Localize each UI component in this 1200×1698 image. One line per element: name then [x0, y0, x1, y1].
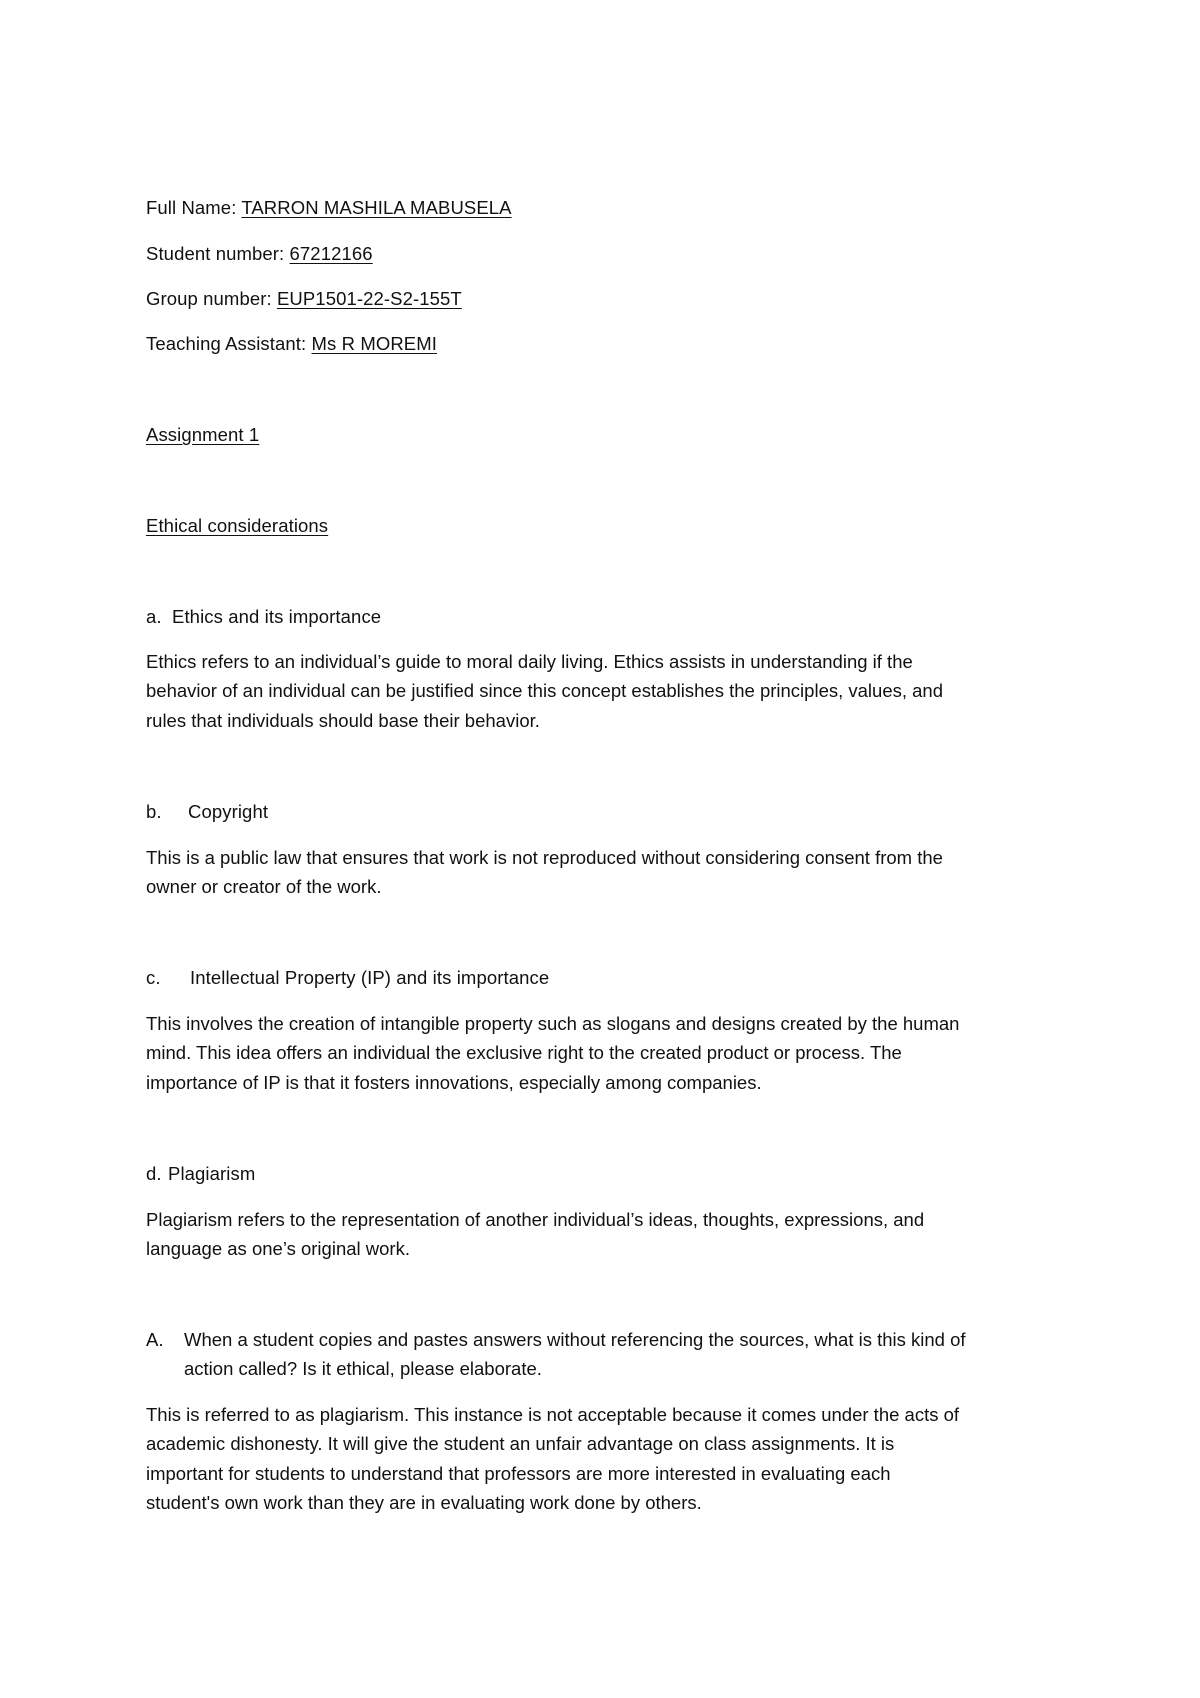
section-d-heading — [146, 1159, 255, 1188]
question-a-answer — [146, 1400, 1066, 1517]
section-a-heading — [146, 602, 381, 631]
section-b-paragraph — [146, 843, 1066, 902]
section-a-heading-text: Ethics and its importance — [172, 606, 382, 627]
section-a-marker: a. — [146, 606, 162, 627]
answer-line: student's own work than they are in evaluating work done by others. — [146, 1491, 702, 1513]
group-number-value: EUP1501-22-S2-155T — [276, 288, 462, 309]
group-number-line — [146, 284, 462, 313]
section-a-line: rules that individuals should base their behavior. — [146, 709, 540, 731]
section-c-paragraph — [146, 1009, 1066, 1097]
full-name-label: Full Name: — [146, 197, 242, 218]
section-c-line: mind. This idea offers an individual the exclusive right to the created product or process. The — [146, 1042, 902, 1064]
teaching-assistant-line — [146, 329, 437, 358]
question-a-text — [184, 1325, 1066, 1384]
answer-line: important for students to understand that professors are more interested in evaluating each — [146, 1462, 891, 1484]
question-a — [146, 1325, 1066, 1384]
section-a-line: Ethics refers to an individual’s guide to moral daily living. Ethics assists in understanding if the — [146, 651, 913, 672]
question-a-line: When a student copies and pastes answers without referencing the sources, what is this kind of — [184, 1329, 966, 1350]
group-number-label: Group number: — [146, 288, 277, 309]
student-number-label: Student number: — [146, 243, 290, 264]
question-a-line: action called? Is it ethical, please elaborate. — [184, 1358, 542, 1380]
section-b-line: owner or creator of the work. — [146, 876, 382, 898]
student-number-value: 67212166 — [289, 243, 373, 264]
question-a-marker: A. — [146, 1329, 164, 1350]
section-d-heading-text: Plagiarism — [168, 1163, 256, 1184]
section-a-paragraph — [146, 647, 1066, 735]
section-title: Ethical considerations — [146, 515, 329, 536]
teaching-assistant-value: Ms R MOREMI — [311, 333, 437, 354]
section-d-marker: d. — [146, 1163, 162, 1184]
section-c-heading-text: Intellectual Property (IP) and its importance — [190, 967, 550, 988]
section-a-line: behavior of an individual can be justified since this concept establishes the principles, values, and — [146, 680, 944, 702]
section-b-heading — [146, 797, 268, 826]
section-d-line: Plagiarism refers to the representation of another individual’s ideas, thoughts, expressions, and — [146, 1209, 925, 1230]
section-b-line: This is a public law that ensures that work is not reproduced without considering consent from the — [146, 847, 943, 868]
section-d-paragraph — [146, 1205, 1066, 1264]
answer-line: academic dishonesty. It will give the student an unfair advantage on class assignments. It is — [146, 1433, 895, 1455]
student-number-line — [146, 239, 373, 268]
section-c-marker: c. — [146, 967, 161, 988]
section-c-heading — [146, 963, 549, 992]
section-d-line: language as one’s original work. — [146, 1238, 410, 1260]
section-b-heading-text: Copyright — [188, 801, 269, 822]
section-c-line: importance of IP is that it fosters innovations, especially among companies. — [146, 1071, 762, 1093]
section-b-marker: b. — [146, 801, 162, 822]
full-name-value: TARRON MASHILA MABUSELA — [241, 197, 512, 218]
assignment-title: Assignment 1 — [146, 424, 260, 445]
answer-line: This is referred to as plagiarism. This instance is not acceptable because it comes under the acts of — [146, 1404, 960, 1425]
section-c-line: This involves the creation of intangible property such as slogans and designs created by the human — [146, 1013, 960, 1034]
full-name-line — [146, 193, 512, 222]
teaching-assistant-label: Teaching Assistant: — [146, 333, 312, 354]
